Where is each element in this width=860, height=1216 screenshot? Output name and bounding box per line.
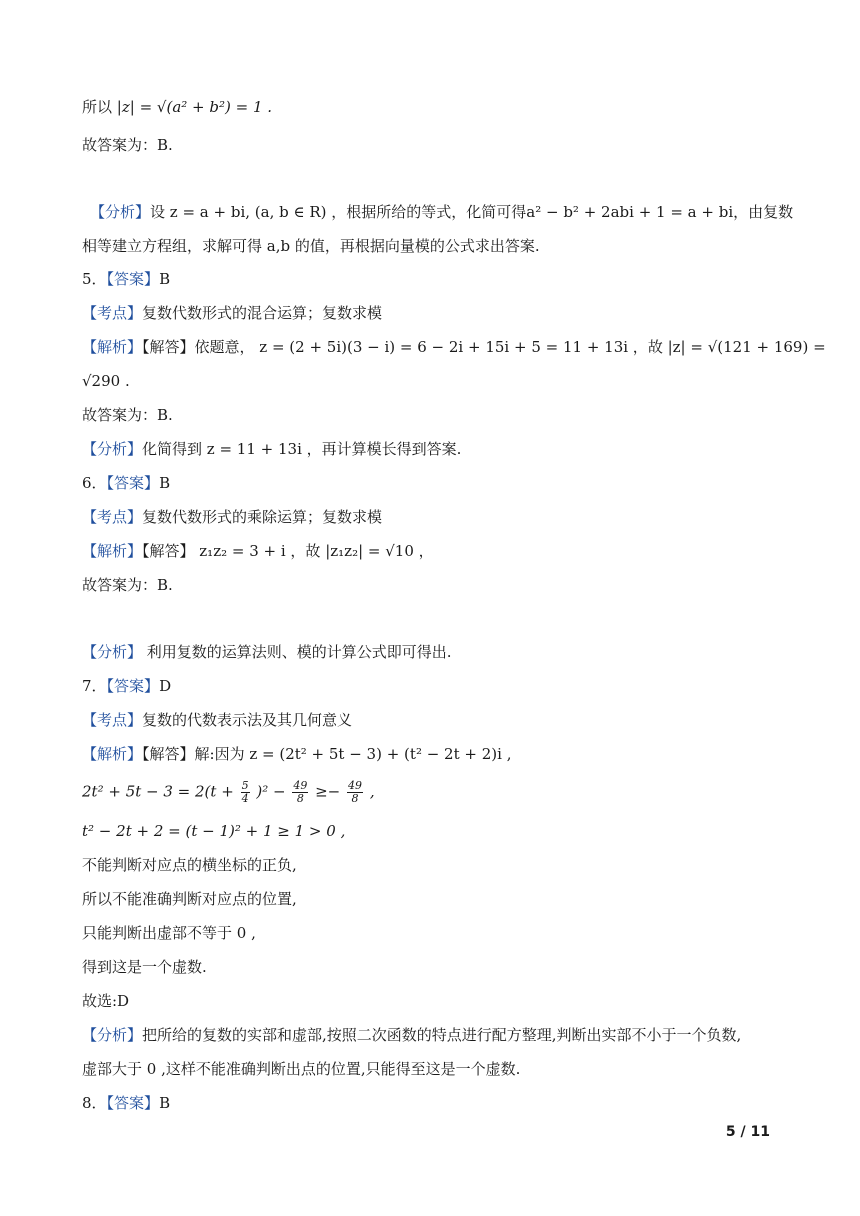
text: 复数代数形式的混合运算；复数求模 [142, 304, 383, 322]
math: |z| = √(a² + b²) = 1 . [116, 98, 273, 116]
tag-explain: 【解析】 [82, 745, 143, 763]
q8-answer [82, 1092, 170, 1114]
tag-answer: 【答案】 [106, 474, 160, 492]
q7-s1: 不能判断对应点的横坐标的正负, [82, 856, 297, 874]
numerator: 5 [241, 779, 249, 792]
text: 【解答】依题意， z = (2 + 5i)(3 − i) = 6 − 2i + 15i + 5 = 11 + 13i ，故 |z| = √(121 + 169) = [142, 338, 826, 356]
tag-answer: 【答案】 [106, 677, 160, 695]
q7-s4: 得到这是一个虚数. [82, 958, 207, 976]
text: 所以 [82, 98, 113, 116]
q6-fx [82, 641, 452, 663]
q5-conc: 故答案为：B. [82, 406, 173, 424]
tag-analysis: 【分析】 [82, 1026, 143, 1044]
fraction [347, 780, 363, 805]
tag-answer: 【答案】 [106, 270, 160, 288]
math: 2t² + 5t − 3 = 2(t + [82, 782, 234, 801]
q7-fx [82, 1024, 741, 1046]
q5-jx2: √290 . [82, 372, 130, 390]
text: 利用复数的运算法则、模的计算公式即可得出. [142, 643, 452, 661]
tag-answer: 【答案】 [106, 1094, 160, 1112]
q-number: 8． [82, 1094, 107, 1112]
line-4: 相等建立方程组，求解可得 a,b 的值，再根据向量模的公式求出答案. [82, 237, 540, 255]
q-number: 7． [82, 677, 107, 695]
q7-eq2: t² − 2t + 2 = (t − 1)² + 1 ≥ 1 > 0 , [82, 822, 346, 840]
text: 化简得到 z = 11 + 13i ，再计算模长得到答案. [142, 440, 462, 458]
text: 复数的代数表示法及其几何意义 [142, 711, 353, 729]
text: 【解答】解:因为 z = (2t² + 5t − 3) + (t² − 2t + 2)i , [142, 745, 512, 763]
answer: D [159, 677, 172, 695]
q6-answer [82, 472, 170, 494]
numerator: 49 [348, 779, 363, 792]
line-1 [82, 96, 272, 118]
line-2: 故答案为：B. [82, 136, 173, 154]
line-3 [90, 201, 793, 223]
q7-fx2: 虚部大于 0 ,这样不能准确判断出点的位置,只能得至这是一个虚数. [82, 1060, 521, 1078]
q6-conc: 故答案为：B. [82, 576, 173, 594]
answer: B [159, 474, 171, 492]
q5-answer [82, 268, 170, 290]
q5-kd [82, 302, 382, 324]
q6-kd [82, 506, 382, 528]
tag-point: 【考点】 [82, 508, 143, 526]
q-number: 5． [82, 270, 107, 288]
tag-point: 【考点】 [82, 711, 143, 729]
text: 把所给的复数的实部和虚部,按照二次函数的特点进行配方整理,判断出实部不小于一个负数, [142, 1026, 742, 1044]
tag-explain: 【解析】 [82, 542, 143, 560]
text: 设 z = a + bi, (a, b ∈ R) ，根据所给的等式，化简可得a² − b² + 2abi + 1 = a + bi，由复数 [150, 203, 794, 221]
tag-point: 【考点】 [82, 304, 143, 322]
q5-fx [82, 438, 461, 460]
tag-analysis: 【分析】 [90, 203, 151, 221]
math: , [369, 782, 375, 801]
tag-analysis: 【分析】 [82, 643, 143, 661]
text: 【解答】 z₁z₂ = 3 + i ，故 |z₁z₂| = √10 ， [142, 542, 434, 560]
q-number: 6． [82, 474, 107, 492]
q7-s5: 故选:D [82, 992, 130, 1010]
q7-eq1 [82, 780, 375, 805]
q6-jx [82, 540, 434, 562]
tag-analysis: 【分析】 [82, 440, 143, 458]
math: ≥− [315, 782, 341, 801]
answer: B [159, 1094, 171, 1112]
fraction [292, 780, 308, 805]
q7-answer [82, 675, 171, 697]
q7-jx [82, 743, 511, 765]
q7-s2: 所以不能准确判断对应点的位置, [82, 890, 297, 908]
q5-jx [82, 336, 826, 358]
numerator: 49 [293, 779, 308, 792]
fraction [241, 780, 250, 805]
text: 复数代数形式的乘除运算；复数求模 [142, 508, 383, 526]
tag-explain: 【解析】 [82, 338, 143, 356]
q7-s3: 只能判断出虚部不等于 0 , [82, 924, 256, 942]
answer: B [159, 270, 171, 288]
denominator: 4 [241, 792, 249, 805]
math: )² − [256, 782, 286, 801]
denominator: 8 [351, 792, 359, 805]
q7-kd [82, 709, 352, 731]
denominator: 8 [296, 792, 304, 805]
page-number: 5 / 11 [725, 1124, 770, 1140]
